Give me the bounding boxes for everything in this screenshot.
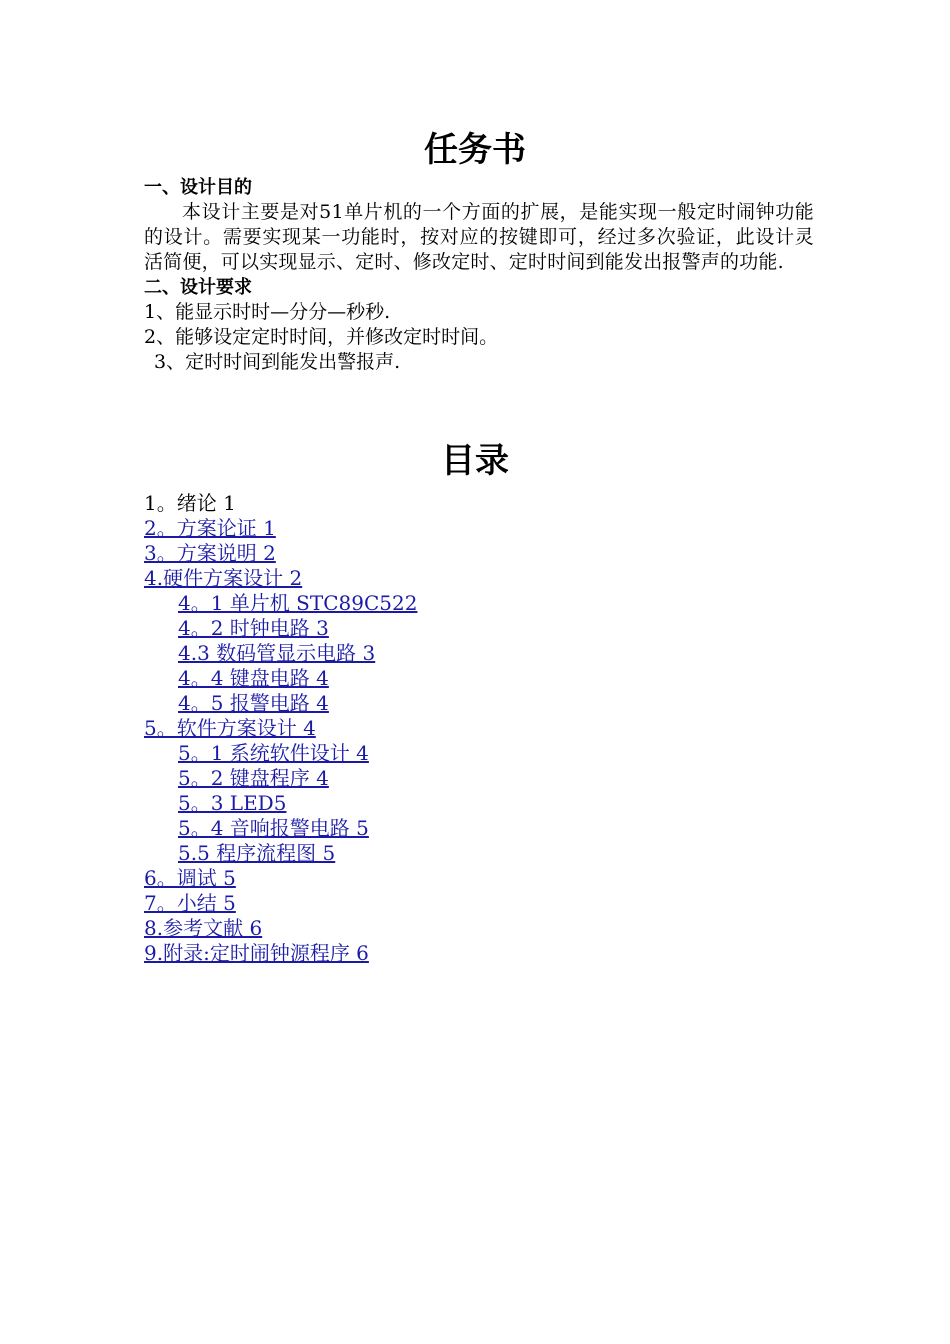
toc-link[interactable]: 5.5 程序流程图 5: [178, 841, 336, 865]
toc-entry[interactable]: [144, 716, 744, 741]
toc-link[interactable]: 5。2 键盘程序 4: [178, 766, 329, 790]
table-of-contents: [144, 491, 744, 966]
toc-entry[interactable]: [144, 891, 744, 916]
toc-link[interactable]: 4。2 时钟电路 3: [178, 616, 329, 640]
toc-entry[interactable]: [144, 641, 744, 666]
toc-link[interactable]: 6。调试 5: [144, 866, 236, 890]
toc-link[interactable]: 4.硬件方案设计 2: [144, 566, 303, 590]
toc-link[interactable]: 4。5 报警电路 4: [178, 691, 329, 715]
requirement-item: 1、能显示时时—分分—秒秒.: [144, 301, 391, 323]
toc-entry[interactable]: [144, 666, 744, 691]
toc-title: 目录: [441, 441, 509, 481]
purpose-paragraph: 本设计主要是对51单片机的一个方面的扩展，是能实现一般定时闹钟功能的设计。需要实现某一功能时，按对应的按键即可，经过多次验证，此设计灵活简便，可以实现显示、定时、修改定时、定时时间到能发出报警声的功能.: [144, 201, 814, 273]
toc-link[interactable]: 5。3 LED5: [178, 791, 287, 815]
toc-entry: [144, 491, 744, 516]
toc-entry[interactable]: [144, 866, 744, 891]
section-heading-purpose: 一、设计目的: [144, 177, 252, 198]
task-title: 任务书: [424, 130, 526, 170]
toc-link[interactable]: 4.3 数码管显示电路 3: [178, 641, 376, 665]
toc-entry[interactable]: [144, 616, 744, 641]
toc-link[interactable]: 5。4 音响报警电路 5: [178, 816, 369, 840]
toc-entry[interactable]: [144, 941, 744, 966]
toc-entry[interactable]: [144, 516, 744, 541]
toc-entry[interactable]: [144, 691, 744, 716]
requirement-item: 3、定时时间到能发出警报声.: [154, 351, 401, 373]
toc-entry[interactable]: [144, 791, 744, 816]
toc-link[interactable]: 5。软件方案设计 4: [144, 716, 316, 740]
toc-entry[interactable]: [144, 841, 744, 866]
toc-entry[interactable]: [144, 541, 744, 566]
toc-link[interactable]: 7。小结 5: [144, 891, 236, 915]
toc-link[interactable]: 5。1 系统软件设计 4: [178, 741, 369, 765]
toc-link[interactable]: 4。1 单片机 STC89C522: [178, 591, 418, 615]
toc-entry[interactable]: [144, 591, 744, 616]
toc-label: 1。绪论 1: [144, 491, 236, 515]
toc-entry[interactable]: [144, 916, 744, 941]
toc-link[interactable]: 4。4 键盘电路 4: [178, 666, 329, 690]
toc-entry[interactable]: [144, 766, 744, 791]
toc-link[interactable]: 2。方案论证 1: [144, 516, 276, 540]
section-heading-requirements: 二、设计要求: [144, 277, 252, 298]
toc-entry[interactable]: [144, 741, 744, 766]
toc-entry[interactable]: [144, 566, 744, 591]
toc-link[interactable]: 8.参考文献 6: [144, 916, 263, 940]
toc-link[interactable]: 9.附录:定时闹钟源程序 6: [144, 941, 369, 965]
toc-link[interactable]: 3。方案说明 2: [144, 541, 276, 565]
requirement-item: 2、能够设定定时时间，并修改定时时间。: [144, 326, 499, 348]
toc-entry[interactable]: [144, 816, 744, 841]
task-section: [144, 175, 814, 375]
